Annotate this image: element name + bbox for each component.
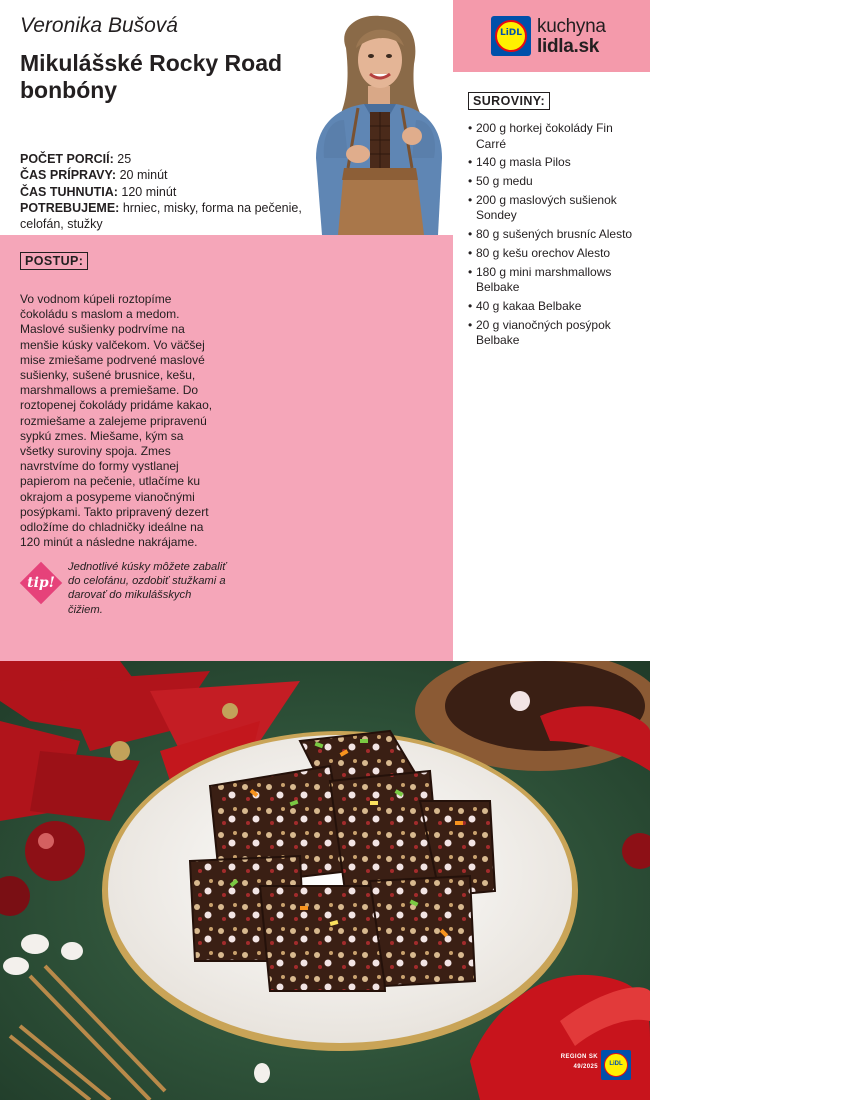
region-label xyxy=(560,1052,598,1072)
kuchyna-lidla-logo[interactable] xyxy=(453,0,650,72)
meta-set-label: ČAS TUHNUTIA: xyxy=(20,184,118,199)
author-name: Veronika Bušová xyxy=(20,14,178,37)
lidl-footer-badge-text: LiDL xyxy=(609,1061,623,1067)
ingredient-item: • 40 g kakaa Belbake xyxy=(468,299,648,315)
meta-prep-value: 20 minút xyxy=(119,168,168,183)
brand-line-1: kuchyna xyxy=(537,16,606,37)
ingredient-item: • 200 g maslových sušienok Sondey xyxy=(468,193,633,224)
lidl-footer-logo-icon xyxy=(601,1050,631,1080)
procedure-heading: POSTUP: xyxy=(20,252,88,270)
meta-portions xyxy=(20,151,310,167)
meta-portions-label: POČET PORCIÍ: xyxy=(20,152,114,166)
ingredient-item: • 140 g masla Pilos xyxy=(468,155,648,171)
meta-prep xyxy=(20,167,310,183)
meta-need xyxy=(20,200,310,233)
recipe-title: Mikulášské Rocky Road bonbóny xyxy=(20,50,283,103)
chef-photo xyxy=(308,8,452,235)
ingredient-item: • 80 g sušených brusníc Alesto xyxy=(468,227,648,243)
meta-portions-value: 25 xyxy=(117,152,132,166)
brand-line-2: lidla.sk xyxy=(537,36,600,57)
recipe-meta xyxy=(20,151,310,232)
food-photo xyxy=(0,661,650,1100)
ingredient-item: • 180 g mini marshmallows Belbake xyxy=(468,265,618,296)
meta-prep-label: ČAS PRÍPRAVY: xyxy=(20,168,117,183)
meta-need-label: POTREBUJEME: xyxy=(20,200,120,215)
ingredients-heading: SUROVINY: xyxy=(468,92,550,110)
meta-set xyxy=(20,184,310,200)
ingredient-item: • 200 g horkej čokolády Fin Carré xyxy=(468,121,618,152)
lidl-badge-text: LiDL xyxy=(499,28,523,38)
procedure-panel xyxy=(0,235,453,661)
issue-text: 49/2025 xyxy=(573,1064,598,1070)
meta-need-value: hrniec, misky, forma na pečenie, celofán, stužky xyxy=(20,200,302,232)
ingredient-item: • 80 g kešu orechov Alesto xyxy=(468,246,648,262)
ingredient-item: • 20 g vianočných posýpok Belbake xyxy=(468,318,618,349)
ingredient-item: • 50 g medu xyxy=(468,174,648,190)
tip-icon-label: tip! xyxy=(27,575,55,591)
ingredients-list xyxy=(468,121,648,352)
tip-text: Jednotlivé kúsky môžete zabaliť do celofánu, ozdobiť stužkami a darovať do mikulášskych čižiem. xyxy=(68,561,227,616)
region-text: REGION SK xyxy=(560,1054,598,1060)
procedure-text: Vo vodnom kúpeli roztopíme čokoládu s maslom a medom. Maslové sušienky podrvíme na menšie kúsky valčekom. Vo väčšej mise zmiešame podrvené maslové sušienky, sušené brusnice, kešu, marshmallows a premiešame. Do roztopenej čokolády pridáme kakao, rozmiešame a zalejeme pripravenú sypkú zmes. Miešame, kým sa všetky suroviny spoja. Zmes navrstvíme do formy vystlanej papierom na pečenie, utlačíme ku okrajom a posypeme vianočnými posýpkami. Takto pripravený dezert odložíme do chladničky ideálne na 120 minút a následne nakrájame. xyxy=(20,292,213,550)
lidl-logo-icon xyxy=(491,16,531,56)
meta-set-value: 120 minút xyxy=(121,184,177,199)
